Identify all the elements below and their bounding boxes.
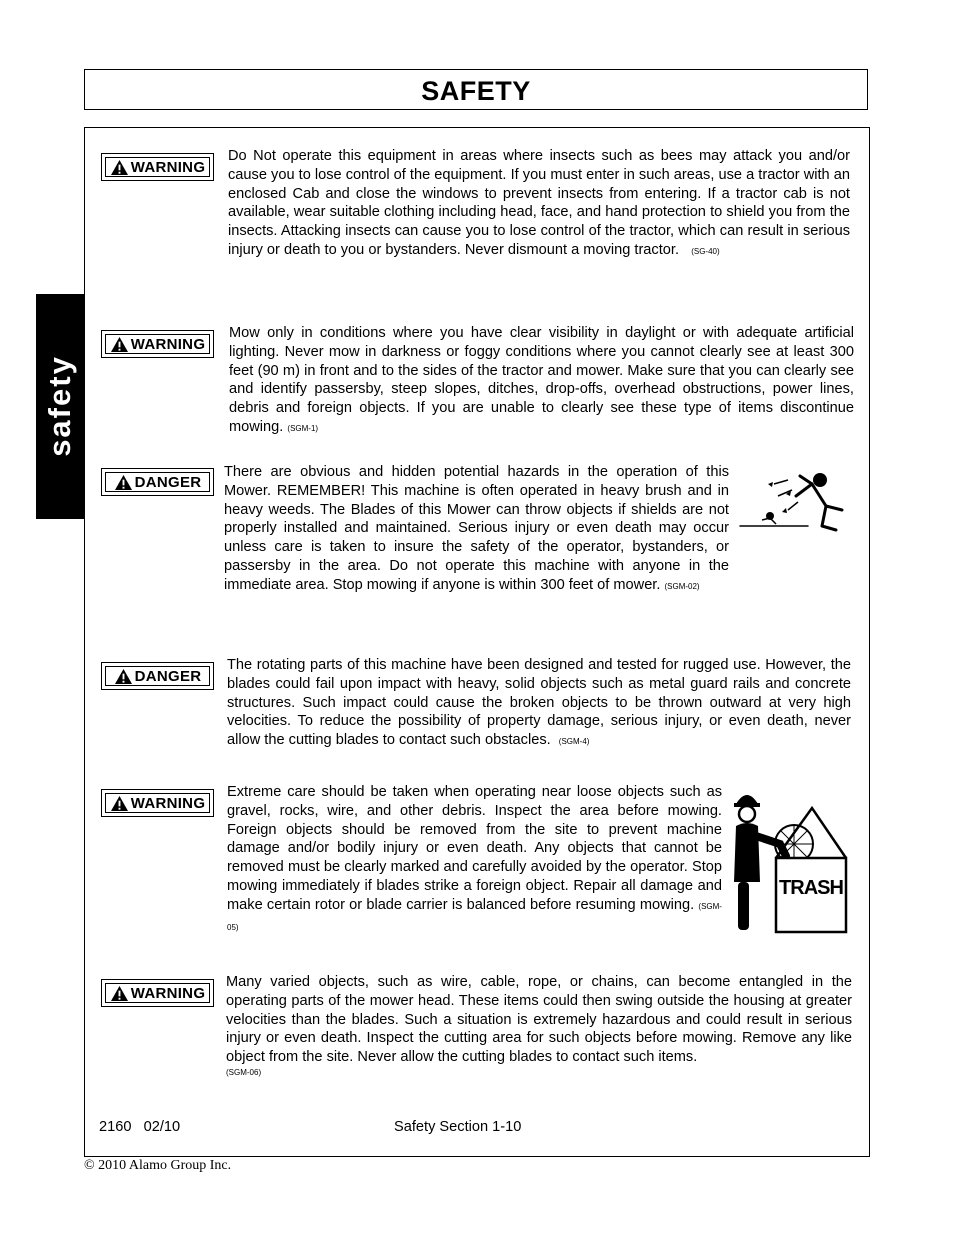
- warning-signal-6: [101, 979, 214, 1007]
- side-tab: [36, 294, 84, 519]
- section-text-5: Extreme care should be taken when operating near loose objects such as gravel, rocks, wire, and other debris. Inspect the area before mowing. Foreign objects should be removed from the site to prevent machine damage and/or bodily injury or even death. Any objects that cannot be removed must be clearly marked and carefully avoided by the operator. Stop mowing immediately if blades strike a foreign object. Repair all damage and make certain rotor or blade carrier is balanced before resuming mowing. (SGM-05): [227, 784, 722, 932]
- section-text-3: There are obvious and hidden potential hazards in the operation of this Mower. REMEMBER! This machine is often operated in heavy brush and in heavy weeds. The Blades of this Mower can throw objects if shields are not properly installed and maintained. Serious injury or even death may occur unless care is taken to insure the safety of the operator, bystanders, or passersby in the area. Do not operate this machine with anyone in the immediate area. Stop mowing if anyone is within 300 feet of mower. (SGM-02): [224, 464, 729, 593]
- alert-triangle-icon: [114, 474, 133, 491]
- warning-signal-2: [101, 330, 214, 358]
- alert-triangle-icon: [110, 985, 129, 1002]
- footer-model-date: 2160 02/10: [99, 1119, 181, 1135]
- trash-illustration: [732, 786, 852, 936]
- signal-word: WARNING: [130, 794, 206, 812]
- danger-signal-3: [101, 468, 214, 496]
- section-text-1: Do Not operate this equipment in areas where insects such as bees may attack you and/or cause you to lose control of the equipment. If you must enter in such areas, use a tractor with an enclosed Cab and close the windows to prevent insects from entering. If a tractor cab is not available, wear suitable clothing including head, face, and hand protection to shield you from the insects. Attacking insects can cause you to lose control of the tractor, which can result in serious injury or death to you or bystanders. Never dismount a moving tractor. (SG-40): [228, 148, 850, 258]
- signal-word: DANGER: [134, 473, 202, 491]
- section-code: (SGM-06): [226, 1068, 262, 1077]
- trash-label: TRASH: [779, 877, 843, 899]
- signal-word: WARNING: [130, 984, 206, 1002]
- danger-signal-4: [101, 662, 214, 690]
- section-code: (SG-40): [691, 246, 720, 256]
- signal-word: WARNING: [130, 335, 206, 353]
- copyright: © 2010 Alamo Group Inc.: [84, 1158, 232, 1173]
- section-code: (SGM-05): [227, 901, 722, 932]
- side-tab-label: safety: [42, 355, 77, 457]
- alert-triangle-icon: [110, 159, 129, 176]
- warning-signal-1: [101, 153, 214, 181]
- section-code: (SGM-02): [664, 581, 700, 591]
- section-code: (SGM-4): [558, 737, 590, 747]
- signal-word: WARNING: [130, 158, 206, 176]
- warning-signal-5: [101, 789, 214, 817]
- page-title: SAFETY: [421, 76, 531, 106]
- section-text-4: The rotating parts of this machine have been designed and tested for rugged use. However, the blades could fail upon impact with heavy, solid objects such as metal guard rails and concrete structures. Such impact could cause the broken objects to be thrown outward at very high velocities. To reduce the possibility of property damage, serious injury, or even death, never allow the cutting blades to contact such obstacles. (SGM-4): [227, 657, 851, 749]
- alert-triangle-icon: [114, 668, 133, 685]
- footer-section: Safety Section 1-10: [394, 1119, 522, 1135]
- alert-triangle-icon: [110, 795, 129, 812]
- section-text-6: Many varied objects, such as wire, cable, rope, or chains, can become entangled in the operating parts of the mower head. These items could then swing outside the housing at greater velocities than the blades. Such a situation is extremely hazardous and could result in serious injury or even death. Inspect the cutting area for such objects before mowing. Remove any like object from the site. Never allow the cutting blades to contact such items.: [226, 974, 852, 1066]
- section-text-2: Mow only in conditions where you have clear visibility in daylight or with adequate artificial lighting. Never mow in darkness or foggy conditions where you cannot clearly see at least 300 feet (90 m) in front and to the sides of the tractor and mower. Make sure that you can clearly see and identify passersby, steep slopes, ditches, drop-offs, overhead obstructions, power lines, debris and foreign objects. If you are unable to clearly see these type of items discontinue mowing. (SGM-1): [229, 325, 854, 435]
- worker-trash-icon: [732, 786, 852, 936]
- alert-triangle-icon: [110, 336, 129, 353]
- signal-word: DANGER: [134, 667, 202, 685]
- section-code: (SGM-1): [287, 423, 319, 433]
- header-box: [84, 69, 868, 110]
- thrown-object-figure-icon: [738, 470, 848, 536]
